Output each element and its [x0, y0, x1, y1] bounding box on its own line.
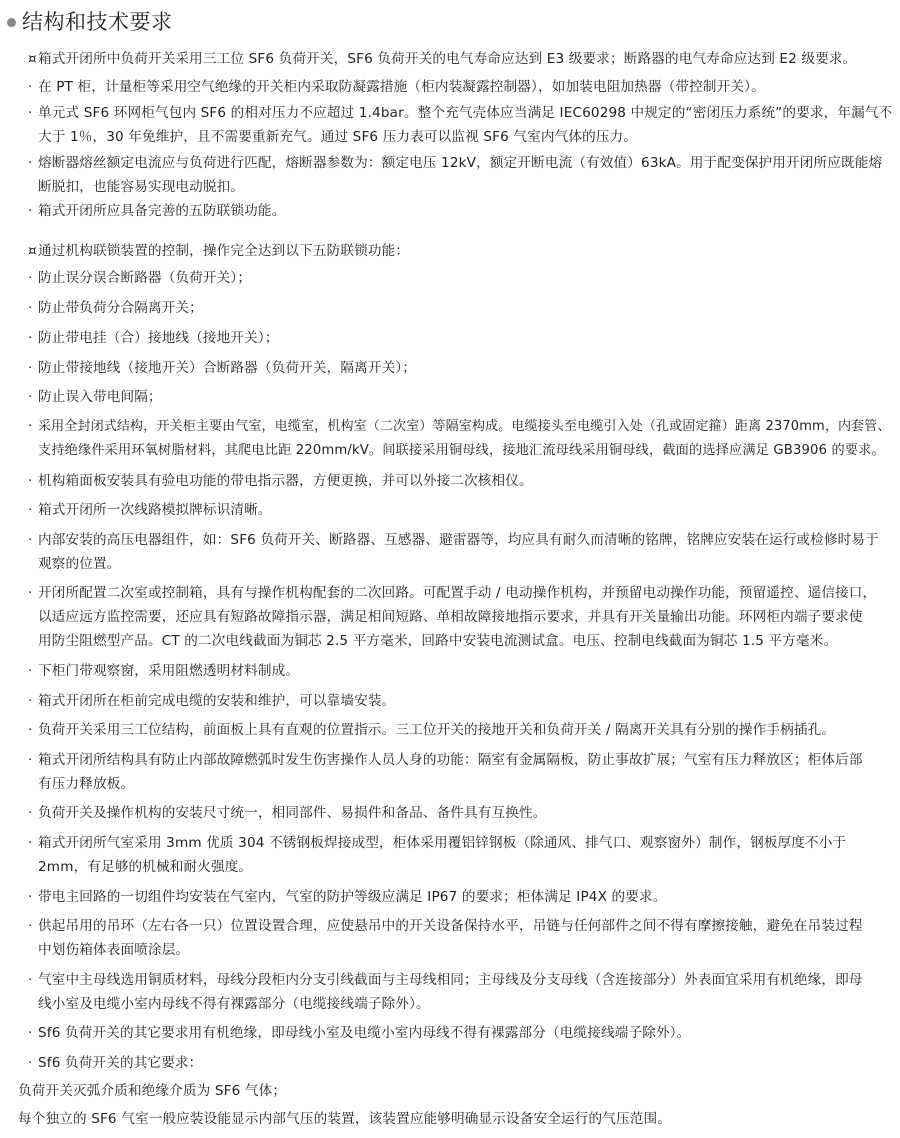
- dot-bullet-icon: ·: [28, 502, 33, 518]
- text-line: · 防止误入带电间隔；: [28, 389, 162, 405]
- dot-bullet-icon: ·: [28, 473, 33, 489]
- dot-bullet-icon: ·: [28, 805, 33, 821]
- square-bullet-icon: ¤: [28, 51, 37, 67]
- dot-bullet-icon: ·: [28, 330, 33, 346]
- square-bullet-icon: ¤: [28, 243, 37, 259]
- dot-bullet-icon: ·: [28, 270, 33, 286]
- text-line: · Sf6 负荷开关的其它要求用有机绝缘，即母线小室及电缆小室内母线不得有裸露部分（电缆接线端子除外）。: [28, 1025, 691, 1041]
- text-line: · 负荷开关采用三工位结构，前面板上具有直观的位置指示。三工位开关的接地开关和负荷开关 / 隔离开关具有分别的操作手柄插孔。: [28, 722, 836, 738]
- dot-bullet-icon: ·: [28, 1025, 33, 1041]
- dot-bullet-icon: ·: [28, 105, 33, 121]
- text-line: · 防止带负荷分合隔离开关；: [28, 300, 203, 316]
- text-line: · 开闭所配置二次室或控制箱，具有与操作机构配套的二次回路。可配置手动 / 电动操作机构，并预留电动操作功能，预留遥控、遥信接口，: [28, 585, 877, 601]
- text-line: · 带电主回路的一切组件均安装在气室内，气室的防护等级应满足 IP67 的要求；柜体满足 IP4X 的要求。: [28, 889, 667, 905]
- text-line: · 箱式开闭所应具备完善的五防联锁功能。: [28, 203, 286, 219]
- text-line: · 熔断器熔丝额定电流应与负荷进行匹配，熔断器参数为：额定电压 12kV，额定开断电流（有效值）63kA。用于配变保护用开闭所应既能熔: [28, 155, 883, 171]
- text-line: · 采用全封闭式结构，开关柜主要由气室，电缆室，机构室（二次室）等隔室构成。电缆接头至电缆引入处（孔或固定箍）距离 2370mm，内套管、: [28, 417, 891, 437]
- text-line: 断脱扣，也能容易实现电动脱扣。: [38, 179, 245, 195]
- dot-bullet-icon: ·: [28, 532, 33, 548]
- text-line: 每个独立的 SF6 气室一般应装设能显示内部气压的装置，该装置应能够明确显示设备安全运行的气压范围。: [18, 1111, 671, 1127]
- dot-bullet-icon: ·: [28, 79, 33, 95]
- text-line: · 气室中主母线选用铜质材料，母线分段柜内分支引线截面与主母线相同；主母线及分支母线（含连接部分）外表面宜采用有机绝缘，即母: [28, 972, 863, 988]
- text-line: 负荷开关灭弧介质和绝缘介质为 SF6 气体；: [18, 1083, 287, 1099]
- dot-bullet-icon: ·: [28, 389, 33, 405]
- dot-bullet-icon: ·: [28, 360, 33, 376]
- text-line: · 内部安装的高压电器组件，如：SF6 负荷开关、断路器、互感器、避雷器等，均应具有耐久而清晰的铭牌，铭牌应安装在运行或检修时易于: [28, 532, 879, 548]
- text-line: 2mm，有足够的机械和耐火强度。: [38, 859, 253, 875]
- text-line: · 箱式开闭所在柜前完成电缆的安装和维护，可以靠墙安装。: [28, 693, 396, 709]
- dot-bullet-icon: ·: [28, 972, 33, 988]
- dot-bullet-icon: ·: [28, 585, 33, 601]
- text-line: ¤箱式开闭所中负荷开关采用三工位 SF6 负荷开关，SF6 负荷开关的电气寿命应达到 E3 级要求；断路器的电气寿命应达到 E2 级要求。: [28, 51, 857, 67]
- text-line: ¤通过机构联锁装置的控制，操作完全达到以下五防联锁功能：: [28, 243, 410, 259]
- text-line: · 负荷开关及操作机构的安装尺寸统一，相同部件、易损件和备品、备件具有互换性。: [28, 805, 547, 821]
- text-line: 大于 1％，30 年免维护，且不需要重新充气。通过 SF6 压力表可以监视 SF6 气室内气体的压力。: [38, 129, 638, 145]
- dot-bullet-icon: ·: [28, 889, 33, 905]
- text-line: · 在 PT 柜，计量柜等采用空气绝缘的开关柜内采取防凝露措施（柜内装凝露控制器），如加装电阻加热器（带控制开关）。: [28, 79, 765, 95]
- text-line: · 单元式 SF6 环网柜气包内 SF6 的相对压力不应超过 1.4bar。整个充气壳体应当满足 IEC60298 中规定的“密闭压力系统”的要求，年漏气不: [28, 105, 893, 121]
- text-line: 以适应远方监控需要，还应具有短路故障指示器，满足相间短路、单相故障接地指示要求，并具有开关量输出功能。环网柜内端子要求使: [38, 609, 863, 625]
- text-line: · 下柜门带观察窗，采用阻燃透明材料制成。: [28, 663, 300, 679]
- text-line: 有压力释放板。: [38, 776, 135, 792]
- dot-bullet-icon: ·: [28, 693, 33, 709]
- text-line: 线小室及电缆小室内母线不得有裸露部分（电缆接线端子除外）。: [38, 996, 430, 1012]
- text-line: · 箱式开闭所结构具有防止内部故障燃弧时发生伤害操作人员人身的功能：隔室有金属隔板，防止事故扩展；气室有压力释放区；柜体后部: [28, 752, 863, 768]
- bullet-dot-icon: [7, 18, 16, 27]
- section-heading: [7, 7, 173, 35]
- dot-bullet-icon: ·: [28, 722, 33, 738]
- dot-bullet-icon: ·: [28, 752, 33, 768]
- dot-bullet-icon: ·: [28, 663, 33, 679]
- text-line: · 防止误分误合断路器（负荷开关）；: [28, 270, 252, 286]
- text-line: 用防尘阻燃型产品。CT 的二次电线截面为铜芯 2.5 平方毫米，回路中安装电流测试盒。电压、控制电线截面为铜芯 1.5 平方毫米。: [38, 633, 838, 649]
- dot-bullet-icon: ·: [28, 419, 33, 434]
- text-line: 观察的位置。: [38, 556, 121, 572]
- text-line: · 防止带电挂（合）接地线（接地开关）；: [28, 330, 279, 346]
- dot-bullet-icon: ·: [28, 835, 33, 851]
- text-line: · Sf6 负荷开关的其它要求：: [28, 1055, 203, 1071]
- text-line: · 机构箱面板安装具有验电功能的带电指示器，方便更换，并可以外接二次核相仪。: [28, 473, 533, 489]
- text-line: · 供起吊用的吊环（左右各一只）位置设置合理，应使悬吊中的开关设备保持水平，吊链与任何部件之间不得有摩擦接触，避免在吊装过程: [28, 918, 863, 934]
- text-line: · 防止带接地线（接地开关）合断路器（负荷开关，隔离开关）；: [28, 360, 417, 376]
- page-title: 结构和技术要求: [22, 10, 173, 34]
- text-line: 中划伤箱体表面喷涂层。: [38, 942, 190, 958]
- dot-bullet-icon: ·: [28, 203, 33, 219]
- text-line: · 箱式开闭所气室采用 3mm 优质 304 不锈钢板焊接成型，柜体采用覆铝锌钢板（除通风、排气口、观察窗外）制作，钢板厚度不小于: [28, 835, 847, 851]
- dot-bullet-icon: ·: [28, 1055, 33, 1071]
- dot-bullet-icon: ·: [28, 300, 33, 316]
- text-line: 支持绝缘件采用环氧树脂材料，其爬电比距 220mm/kV。间联接采用铜母线，接地汇流母线采用铜母线，截面的选择应满足 GB3906 的要求。: [38, 443, 885, 458]
- dot-bullet-icon: ·: [28, 155, 33, 171]
- dot-bullet-icon: ·: [28, 918, 33, 934]
- text-line: · 箱式开闭所一次线路模拟牌标识清晰。: [28, 502, 272, 518]
